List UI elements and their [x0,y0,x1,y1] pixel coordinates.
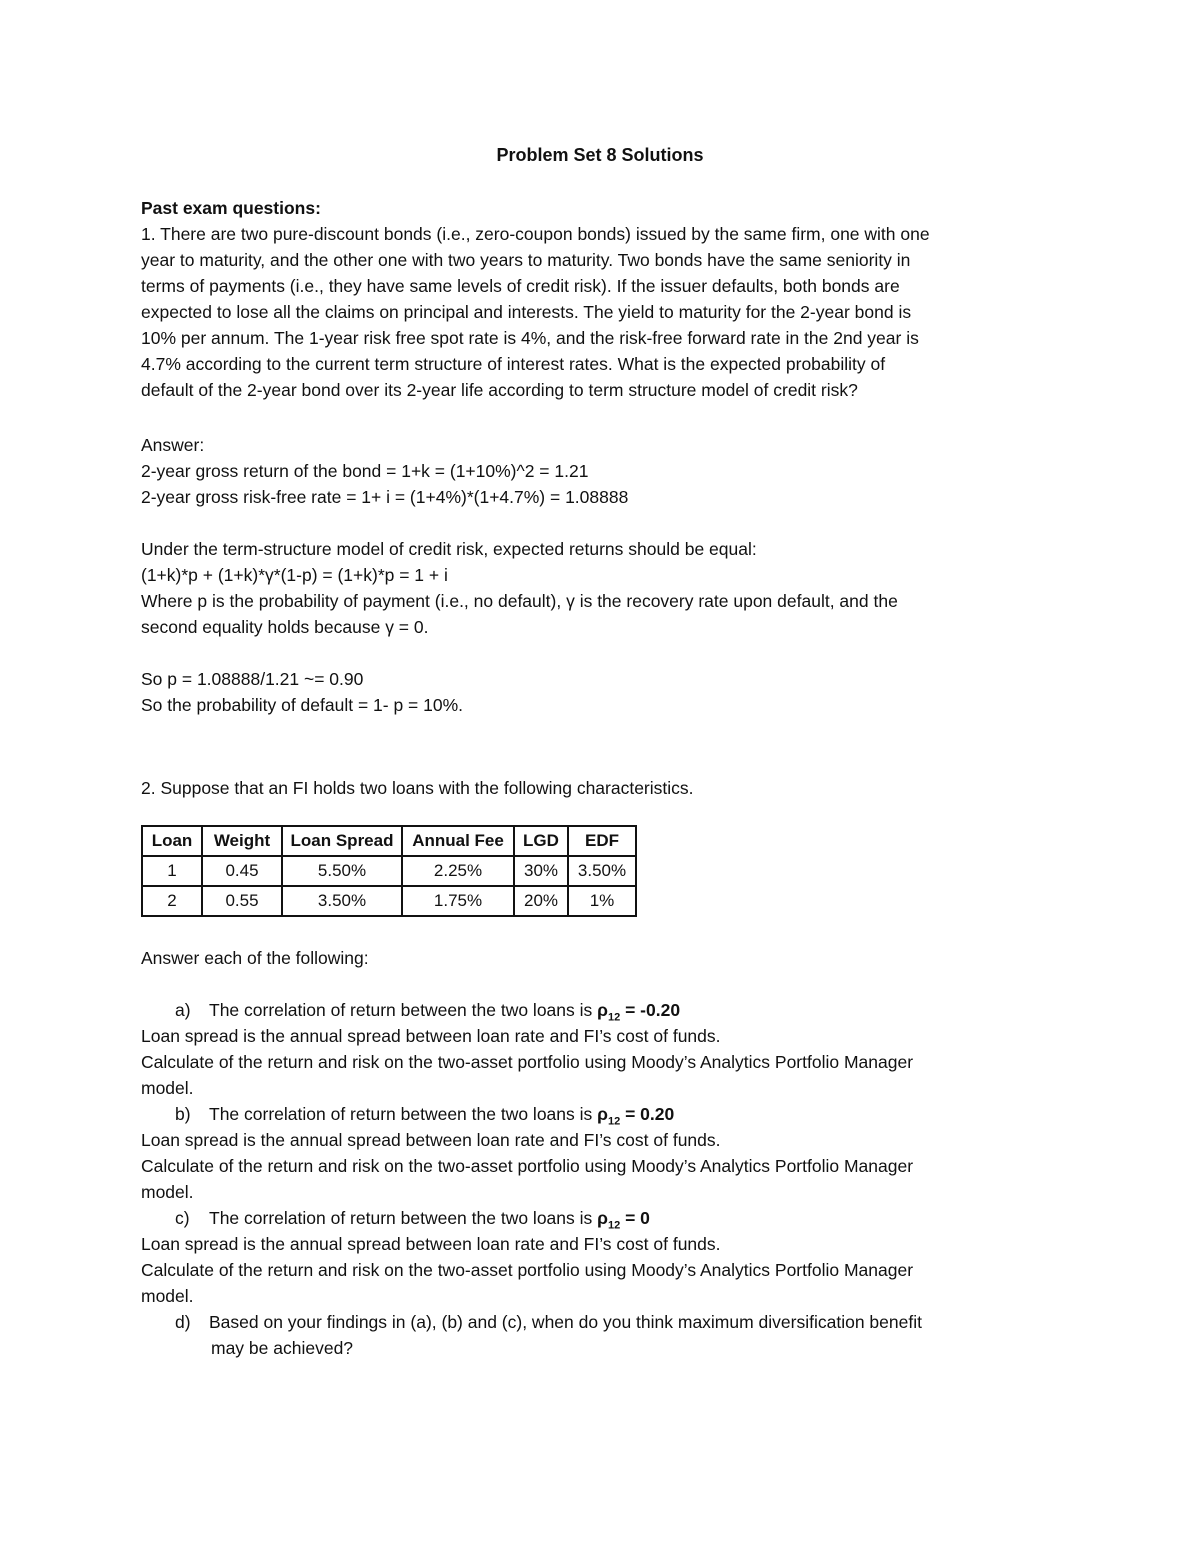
item-text: Based on your findings in (a), (b) and (c), when do you think maximum diversification benefit [209,1312,922,1332]
answer-line: Under the term-structure model of credit risk, expected returns should be equal: [141,539,757,559]
correlation-value: = -0.20 [620,1000,681,1020]
answer-line: 2-year gross risk-free rate = 1+ i = (1+4%)*(1+4.7%) = 1.08888 [141,487,629,507]
answer-line: second equality holds because γ = 0. [141,617,429,637]
column-header: Annual Fee [402,826,514,856]
item-line: model. [141,1182,194,1202]
q1-line: terms of payments (i.e., they have same levels of credit risk). If the issuer defaults, both bonds are [141,276,900,296]
item-line: model. [141,1286,194,1306]
table-row [142,856,636,886]
list-item-c [141,1205,1041,1231]
column-header: EDF [568,826,636,856]
item-label: b) [175,1104,191,1124]
loans-table [141,825,637,917]
section-heading: Past exam questions: [141,198,321,218]
rho-subscript: 12 [607,1011,621,1024]
question-2-items [141,945,1041,1361]
answer-line: So p = 1.08888/1.21 ~= 0.90 [141,669,364,689]
table-cell: 0.45 [202,856,282,886]
table-header-row [142,826,636,856]
item-label: c) [175,1208,190,1228]
rho-symbol: ρ [597,1208,608,1228]
q1-line: 1. There are two pure-discount bonds (i.e., zero-coupon bonds) issued by the same firm, one with one [141,224,930,244]
item-text: The correlation of return between the two loans is [209,1000,598,1020]
answer-heading: Answer: [141,435,205,455]
page-title: Problem Set 8 Solutions [496,145,704,165]
item-line: Calculate of the return and risk on the two-asset portfolio using Moody’s Analytics Portfolio Manager [141,1260,914,1280]
item-label: a) [175,1000,191,1020]
answer-line: 2-year gross return of the bond = 1+k = (1+10%)^2 = 1.21 [141,461,589,481]
q1-line: expected to lose all the claims on principal and interests. The yield to maturity for the 2-year bond is [141,302,912,322]
q1-line: 10% per annum. The 1-year risk free spot rate is 4%, and the risk-free forward rate in the 2nd year is [141,328,919,348]
q1-line: year to maturity, and the other one with two years to maturity. Two bonds have the same seniority in [141,250,911,270]
table-cell: 2 [142,886,202,916]
table-row [142,886,636,916]
table-cell: 0.55 [202,886,282,916]
answer-line: Where p is the probability of payment (i.e., no default), γ is the recovery rate upon default, and the [141,591,898,611]
item-line: Calculate of the return and risk on the two-asset portfolio using Moody’s Analytics Portfolio Manager [141,1156,914,1176]
rho-subscript: 12 [607,1219,621,1232]
correlation-value: = 0 [620,1208,650,1228]
item-text: The correlation of return between the two loans is [209,1104,598,1124]
q2-intro: 2. Suppose that an FI holds two loans with the following characteristics. [141,778,694,798]
column-header: LGD [514,826,568,856]
column-header: Loan Spread [282,826,402,856]
answer-line: So the probability of default = 1- p = 10%. [141,695,464,715]
table-cell: 2.25% [402,856,514,886]
column-header: Loan [142,826,202,856]
item-text: The correlation of return between the two loans is [209,1208,598,1228]
list-item-b [141,1101,1041,1127]
table-cell: 30% [514,856,568,886]
rho-symbol: ρ [597,1104,608,1124]
item-line: Loan spread is the annual spread between loan rate and FI’s cost of funds. [141,1234,721,1254]
table-cell: 5.50% [282,856,402,886]
rho-symbol: ρ [597,1000,608,1020]
list-item-d [141,1309,1041,1335]
item-line: Calculate of the return and risk on the two-asset portfolio using Moody’s Analytics Portfolio Manager [141,1052,914,1072]
list-item-a [141,997,1041,1023]
q1-line: default of the 2-year bond over its 2-year life according to term structure model of credit risk? [141,380,858,400]
table-cell: 3.50% [568,856,636,886]
item-label: d) [175,1312,191,1332]
item-line: may be achieved? [211,1338,354,1358]
question-2-intro [141,775,1041,801]
rho-subscript: 12 [607,1115,621,1128]
table-cell: 1% [568,886,636,916]
column-header: Weight [202,826,282,856]
q1-line: 4.7% according to the current term structure of interest rates. What is the expected probability of [141,354,886,374]
item-line: Loan spread is the annual spread between loan rate and FI’s cost of funds. [141,1026,721,1046]
answer-line: (1+k)*p + (1+k)*γ*(1-p) = (1+k)*p = 1 + i [141,565,448,585]
item-line: Loan spread is the annual spread between loan rate and FI’s cost of funds. [141,1130,721,1150]
answer-each-label: Answer each of the following: [141,948,369,968]
table-cell: 20% [514,886,568,916]
correlation-value: = 0.20 [620,1104,675,1124]
table-cell: 3.50% [282,886,402,916]
table-cell: 1.75% [402,886,514,916]
answer-block [141,432,1041,718]
item-line: model. [141,1078,194,1098]
question-1-block [141,195,1041,403]
table-cell: 1 [142,856,202,886]
